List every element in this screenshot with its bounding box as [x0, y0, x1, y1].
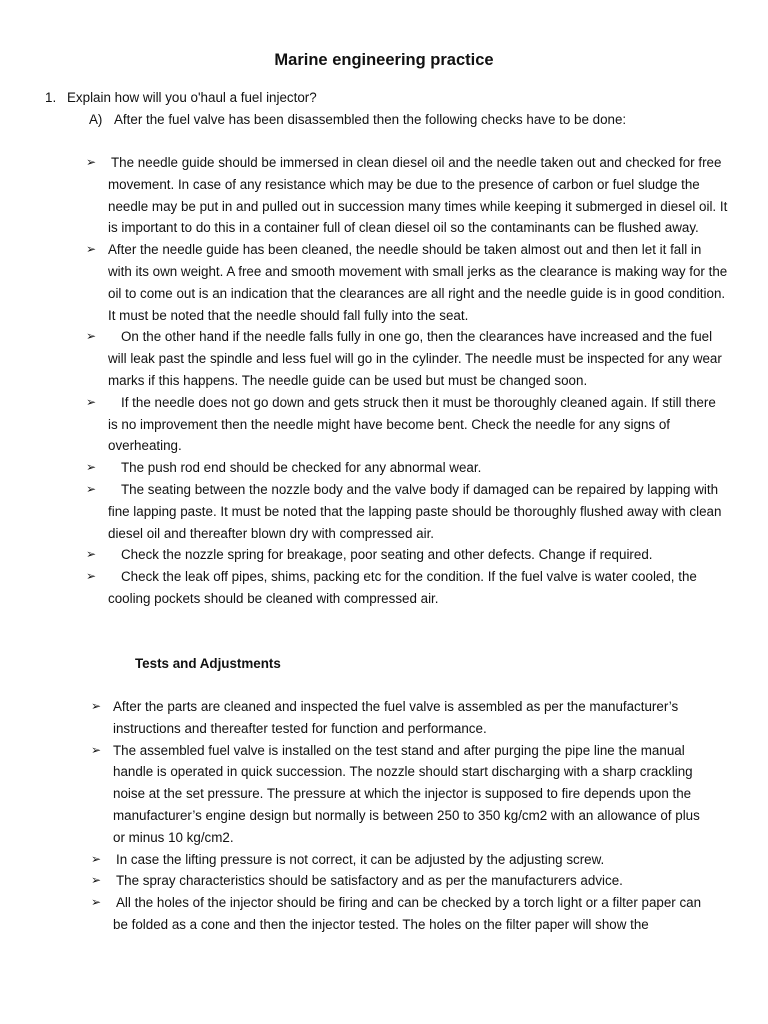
question-number: 1.: [45, 90, 57, 105]
list-item-text: After the parts are cleaned and inspected the fuel valve is assembled as per the manufacturer’s instructions and thereafter tested for function and performance.: [113, 699, 679, 736]
list-item: [0, 392, 768, 457]
arrowhead-bullet-icon: ➢: [91, 895, 102, 910]
list-item: [0, 544, 768, 566]
arrowhead-bullet-icon: ➢: [91, 742, 102, 757]
list-item: [0, 479, 768, 544]
arrowhead-bullet-icon: ➢: [86, 460, 97, 475]
arrowhead-bullet-icon: ➢: [91, 873, 102, 888]
arrowhead-bullet-icon: ➢: [86, 242, 97, 257]
list-item-text: Check the nozzle spring for breakage, poor seating and other defects. Change if required.: [121, 547, 653, 563]
question-text: Explain how will you o'haul a fuel injector?: [67, 90, 317, 105]
subpoint-label: A): [89, 112, 103, 127]
list-item-text: The assembled fuel valve is installed on the test stand and after purging the pipe line the manual handle is operated in quick succession. The nozzle should start discharging with a sharp crackling noise at the set pressure. The pressure at which the injector is supposed to fire depends upon the manufacturer’s engine design but normally is between 250 to 350 kg/cm2 with an allowance of plus or minus 10 kg/cm2.: [113, 742, 700, 845]
list-item-text: In case the lifting pressure is not correct, it can be adjusted by the adjusting screw.: [116, 851, 605, 867]
list-item: [0, 740, 768, 849]
arrowhead-bullet-icon: ➢: [86, 547, 97, 562]
list-item-text: All the holes of the injector should be firing and can be checked by a torch light or a filter paper can be folded as a cone and then the injector tested. The holes on the filter paper will show the: [113, 895, 702, 932]
arrowhead-bullet-icon: ➢: [86, 481, 97, 496]
list-item: [0, 457, 768, 479]
list-item: [0, 696, 768, 740]
subpoint-text: After the fuel valve has been disassembled then the following checks have to be done:: [114, 112, 627, 127]
arrowhead-bullet-icon: ➢: [86, 155, 97, 169]
document-title: Marine engineering practice: [274, 51, 494, 69]
list-item: [0, 152, 768, 239]
list-item-text: The seating between the nozzle body and the valve body if damaged can be repaired by lapping with fine lapping paste. It must be noted that the lapping paste should be thoroughly flushed away with clean diesel oil and thereafter blown dry with compressed air.: [108, 481, 722, 541]
list-item-text: Check the leak off pipes, shims, packing etc for the condition. If the fuel valve is water cooled, the cooling pockets should be cleaned with compressed air.: [108, 569, 697, 606]
list-item-text: On the other hand if the needle falls fully in one go, then the clearances have increased and the fuel will leak past the spindle and less fuel will go in the cylinder. The needle must be inspected for any wear marks if this happens. The needle guide can be used but must be changed soon.: [108, 329, 722, 388]
arrowhead-bullet-icon: ➢: [86, 329, 97, 344]
list-item: [0, 870, 768, 892]
list-item: [0, 849, 768, 871]
list-item: [0, 566, 768, 610]
list-item: [0, 326, 768, 391]
list-item-text: The spray characteristics should be satisfactory and as per the manufacturers advice.: [116, 873, 623, 889]
arrowhead-bullet-icon: ➢: [91, 699, 102, 713]
list-item-text: The needle guide should be immersed in clean diesel oil and the needle taken out and checked for free movement. In case of any resistance which may be due to the presence of carbon or fuel sludge the needle may be put in and pulled out in succession many times while keeping it submerged in diesel oil. It is important to do this in a container full of clean diesel oil so the contaminants can be flushed away.: [108, 155, 728, 236]
arrowhead-bullet-icon: ➢: [91, 851, 102, 866]
list-item: [0, 239, 768, 326]
tests-list: [0, 696, 768, 936]
list-item-text: If the needle does not go down and gets struck then it must be thoroughly cleaned again. If still there is no improvement then the needle might have become bent. Check the needle for any signs of overheating.: [108, 394, 716, 454]
list-item: [0, 892, 768, 936]
list-item-text: After the needle guide has been cleaned, the needle should be taken almost out and then let it fall in with its own weight. A free and smooth movement with small jerks as the clearance is making way for the oil to come out is an indication that the clearances are all right and the needle guide is in good condition. It must be noted that the needle should fall fully into the seat.: [108, 242, 728, 323]
tests-heading: Tests and Adjustments: [135, 656, 281, 671]
arrowhead-bullet-icon: ➢: [86, 569, 97, 584]
checks-list: [0, 152, 768, 610]
list-item-text: The push rod end should be checked for any abnormal wear.: [121, 460, 482, 476]
arrowhead-bullet-icon: ➢: [86, 394, 97, 409]
